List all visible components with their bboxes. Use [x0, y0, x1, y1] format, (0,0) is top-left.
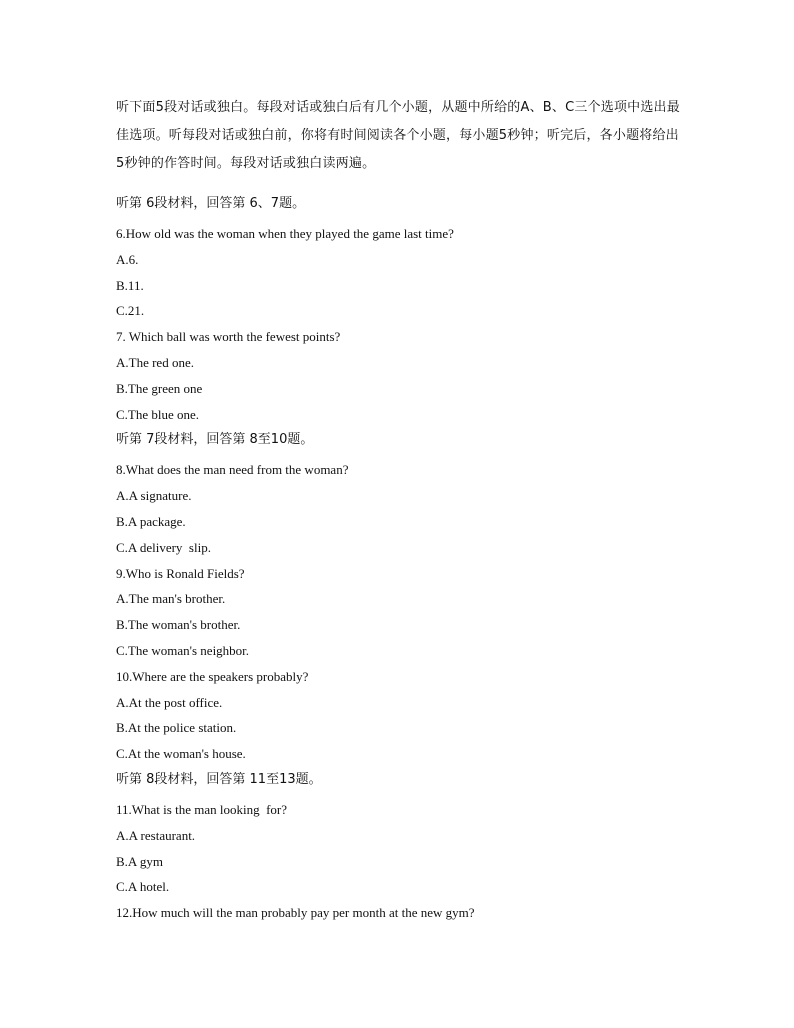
question-10: 10.Where are the speakers probably?: [116, 668, 309, 684]
option-b: B.A gym: [116, 853, 163, 869]
section-header: 听第 8段材料，回答第 11至13题。: [116, 771, 322, 787]
section-material-6: [116, 194, 686, 425]
question-8: 8.What does the man need from the woman?: [116, 462, 349, 478]
option-a: A.The red one.: [116, 354, 194, 370]
option-c: C.At the woman's house.: [116, 746, 246, 762]
question-6: 6.How old was the woman when they played the game last time?: [116, 226, 454, 241]
option-a: A.A signature.: [116, 488, 192, 504]
option-b: B.11.: [116, 277, 144, 293]
option-b: B.The woman's brother.: [116, 617, 241, 633]
option-b: B.At the police station.: [116, 720, 237, 736]
instructions-paragraph: 听下面5段对话或独白。每段对话或独白后有几个小题，从题中所给的A、B、C三个选项中选出最佳选项。听每段对话或独白前，你将有时间阅读各个小题，每小题5秒钟；听完后，各小题将给出5秒钟的作答时间。每段对话或独白读两遍。: [116, 100, 680, 171]
option-a: A.A restaurant.: [116, 827, 196, 843]
section-material-7: [116, 430, 686, 764]
option-b: B.A package.: [116, 513, 186, 529]
option-c: C.A delivery slip.: [116, 539, 211, 555]
question-9: 9.Who is Ronald Fields?: [116, 565, 245, 581]
question-11: 11.What is the man looking for?: [116, 801, 288, 817]
option-a: A.At the post office.: [116, 694, 223, 710]
question-7: 7. Which ball was worth the fewest points?: [116, 329, 341, 345]
section-header: 听第 6段材料，回答第 6、7题。: [116, 196, 306, 211]
section-material-8: [116, 770, 686, 923]
section-header: 听第 7段材料，回答第 8至10题。: [116, 432, 314, 448]
option-c: C.The blue one.: [116, 406, 200, 422]
option-c: C.The woman's neighbor.: [116, 642, 250, 658]
option-a: A.The man's brother.: [116, 591, 226, 607]
option-b: B.The green one: [116, 380, 203, 396]
document-page: [116, 94, 686, 929]
option-c: C.21.: [116, 303, 145, 319]
question-12: 12.How much will the man probably pay per month at the new gym?: [116, 905, 475, 921]
option-c: C.A hotel.: [116, 879, 170, 895]
option-a: A.6.: [116, 251, 139, 267]
